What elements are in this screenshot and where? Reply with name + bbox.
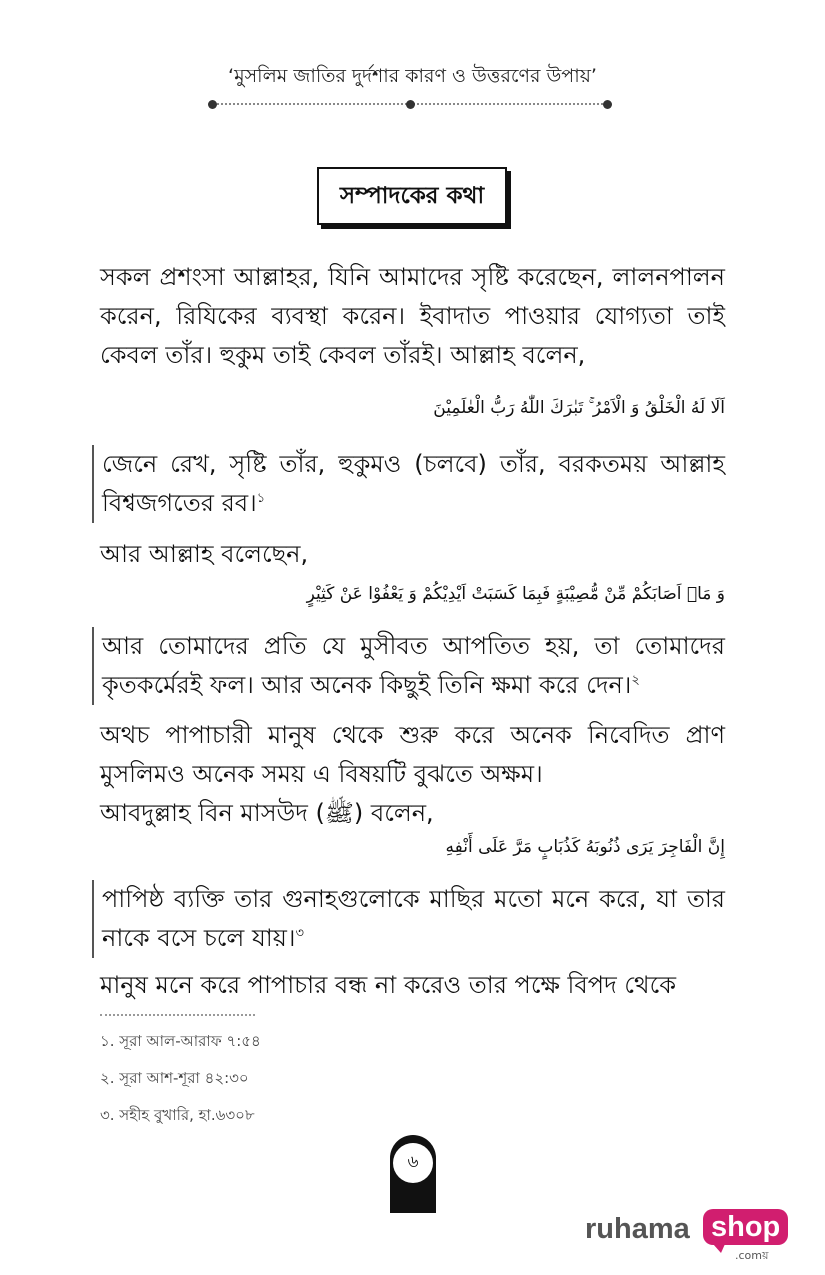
translation-2 [92,627,725,705]
translation-1 [92,445,725,523]
arabic-hadith: إِنَّ الْفَاجِرَ يَرَى ذُنُوبَهُ كَذُبَابٍ مَرَّ عَلَى أَنْفِهِ [445,837,725,857]
page-number: ৬ [393,1143,433,1183]
section-title: সম্পাদকের কথা [317,167,507,225]
arabic-verse-2: وَ مَاۤ اَصَابَكُمْ مِّنْ مُّصِیْبَةٍ فَبِمَا كَسَبَتْ اَیْدِیْكُمْ وَ یَعْفُوْا عَنْ كَثِیْرٍ [306,584,725,604]
footnote-1: ১. সূরা আল-আরাফ ৭:৫৪ [100,1032,261,1050]
ruhamashop-logo [585,1205,780,1260]
paragraph-sinners: অথচ পাপাচারী মানুষ থেকে শুরু করে অনেক নিবেদিত প্রাণ মুসলিমও অনেক সময় এ বিষয়টি বুঝতে অক্ষম। [100,721,725,788]
paragraph-allah-said: আর আল্লাহ বলেছেন, [100,540,309,568]
logo-domain: .comয় [735,1249,769,1262]
paragraph-ibn-masud: আবদুল্লাহ বিন মাসউদ (ﷺ) বলেন, [100,799,434,827]
logo-shop-badge: shop [703,1209,788,1245]
arabic-verse-1: اَلَا لَهُ الْخَلْقُ وَ الْاَمْرُ ۚ تَبٰرَكَ اللّٰهُ رَبُّ الْعٰلَمِیْنَ [433,398,725,418]
translation-3-text: পাপিষ্ঠ ব্যক্তি তার গুনাহগুলোকে মাছির মতো মনে করে, যা তার নাকে বসে চলে যায়। [102,885,725,952]
logo-word: ruhama [585,1213,690,1245]
divider-dot-right [603,100,612,109]
footnote-ref-1: ১ [256,491,266,506]
divider-dot-middle [406,100,415,109]
paragraph-continuing: মানুষ মনে করে পাপাচার বন্ধ না করেও তার পক্ষে বিপদ থেকে [100,971,677,999]
header-divider [208,100,612,108]
running-header: ‘মুসলিম জাতির দুর্দশার কারণ ও উত্তরণের উপায়’ [228,65,597,87]
paragraph-intro: সকল প্রশংসা আল্লাহর, যিনি আমাদের সৃষ্টি করেছেন, লালনপালন করেন, রিযিকের ব্যবস্থা করেন। ইবাদাত পাওয়ার যোগ্যতা তাই কেবল তাঁর। হুকুম তাই কেবল তাঁরই। আল্লাহ বলেন, [100,263,725,369]
translation-1-text: জেনে রেখ, সৃষ্টি তাঁর, হুকুমও (চলবে) তাঁর, বরকতময় আল্লাহ বিশ্বজগতের রব। [102,450,725,517]
divider-dot-left [208,100,217,109]
footnote-separator [100,1014,255,1016]
translation-3 [92,880,725,958]
translation-2-text: আর তোমাদের প্রতি যে মুসীবত আপতিত হয়, তা তোমাদের কৃতকর্মেরই ফল। আর অনেক কিছুই তিনি ক্ষমা করে দেন। [102,632,725,699]
footnote-ref-3: ৩ [295,926,304,941]
footnote-ref-2: ২ [631,673,640,688]
footnote-3: ৩. সহীহ বুখারি, হা.৬৩০৮ [100,1106,255,1124]
footnote-2: ২. সূরা আশ-শূরা ৪২:৩০ [100,1069,249,1087]
